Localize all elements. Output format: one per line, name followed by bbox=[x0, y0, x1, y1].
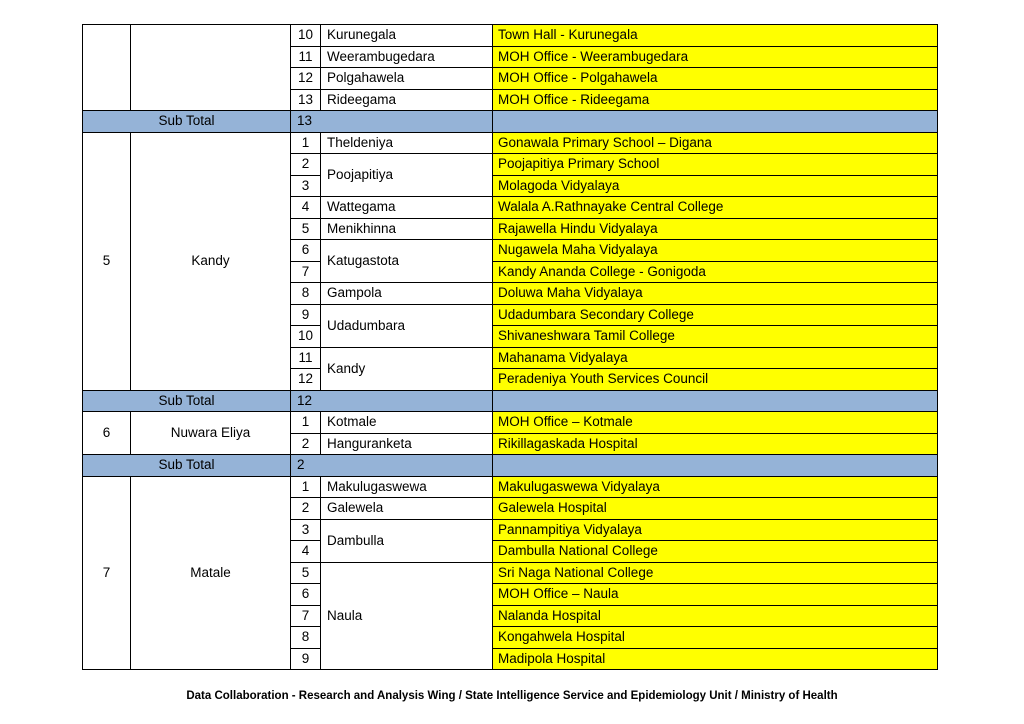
subtotal-empty-cell bbox=[493, 455, 938, 477]
center-index-cell: 12 bbox=[291, 68, 321, 90]
center-index-cell: 7 bbox=[291, 261, 321, 283]
center-index-cell: 10 bbox=[291, 25, 321, 47]
center-index-cell: 1 bbox=[291, 412, 321, 434]
center-location-cell: Rikillagaskada Hospital bbox=[493, 433, 938, 455]
moh-area-cell: Dambulla bbox=[321, 519, 493, 562]
center-index-cell: 4 bbox=[291, 541, 321, 563]
center-index-cell: 5 bbox=[291, 562, 321, 584]
table-row bbox=[83, 412, 938, 434]
center-location-cell: MOH Office - Rideegama bbox=[493, 89, 938, 111]
table-body bbox=[83, 25, 938, 670]
moh-area-cell: Galewela bbox=[321, 498, 493, 520]
center-location-cell: Town Hall - Kurunegala bbox=[493, 25, 938, 47]
moh-area-cell: Theldeniya bbox=[321, 132, 493, 154]
center-index-cell: 9 bbox=[291, 648, 321, 670]
subtotal-row bbox=[83, 390, 938, 412]
subtotal-empty-cell bbox=[493, 111, 938, 133]
district-name-cell: Matale bbox=[131, 476, 291, 670]
center-index-cell: 5 bbox=[291, 218, 321, 240]
center-location-cell: MOH Office – Kotmale bbox=[493, 412, 938, 434]
center-location-cell: Kongahwela Hospital bbox=[493, 627, 938, 649]
subtotal-row bbox=[83, 455, 938, 477]
center-index-cell: 9 bbox=[291, 304, 321, 326]
center-location-cell: Dambulla National College bbox=[493, 541, 938, 563]
district-name-cell bbox=[131, 25, 291, 111]
center-location-cell: Walala A.Rathnayake Central College bbox=[493, 197, 938, 219]
center-index-cell: 3 bbox=[291, 175, 321, 197]
center-location-cell: Udadumbara Secondary College bbox=[493, 304, 938, 326]
center-index-cell: 8 bbox=[291, 627, 321, 649]
moh-area-cell: Kotmale bbox=[321, 412, 493, 434]
subtotal-count: 2 bbox=[291, 455, 493, 477]
subtotal-row bbox=[83, 111, 938, 133]
center-location-cell: Molagoda Vidyalaya bbox=[493, 175, 938, 197]
center-location-cell: Peradeniya Youth Services Council bbox=[493, 369, 938, 391]
center-index-cell: 7 bbox=[291, 605, 321, 627]
moh-area-cell: Hanguranketa bbox=[321, 433, 493, 455]
center-location-cell: MOH Office – Naula bbox=[493, 584, 938, 606]
center-location-cell: MOH Office - Weerambugedara bbox=[493, 46, 938, 68]
vaccination-centers-table bbox=[82, 24, 938, 670]
district-name-cell: Nuwara Eliya bbox=[131, 412, 291, 455]
center-index-cell: 6 bbox=[291, 240, 321, 262]
district-number-cell: 6 bbox=[83, 412, 131, 455]
moh-area-cell: Wattegama bbox=[321, 197, 493, 219]
moh-area-cell: Poojapitiya bbox=[321, 154, 493, 197]
subtotal-label: Sub Total bbox=[83, 455, 291, 477]
center-index-cell: 1 bbox=[291, 132, 321, 154]
center-location-cell: Mahanama Vidyalaya bbox=[493, 347, 938, 369]
moh-area-cell: Udadumbara bbox=[321, 304, 493, 347]
center-index-cell: 4 bbox=[291, 197, 321, 219]
center-index-cell: 2 bbox=[291, 154, 321, 176]
moh-area-cell: Katugastota bbox=[321, 240, 493, 283]
moh-area-cell: Polgahawela bbox=[321, 68, 493, 90]
center-index-cell: 2 bbox=[291, 433, 321, 455]
center-location-cell: Kandy Ananda College - Gonigoda bbox=[493, 261, 938, 283]
center-location-cell: Nalanda Hospital bbox=[493, 605, 938, 627]
center-index-cell: 6 bbox=[291, 584, 321, 606]
subtotal-count: 12 bbox=[291, 390, 493, 412]
center-location-cell: Galewela Hospital bbox=[493, 498, 938, 520]
moh-area-cell: Kandy bbox=[321, 347, 493, 390]
center-location-cell: Pannampitiya Vidyalaya bbox=[493, 519, 938, 541]
page-footer: Data Collaboration - Research and Analysis Wing / State Intelligence Service and Epidemiology Unit / Ministry of Health bbox=[186, 690, 838, 702]
district-number-cell: 7 bbox=[83, 476, 131, 670]
moh-area-cell: Kurunegala bbox=[321, 25, 493, 47]
subtotal-label: Sub Total bbox=[83, 390, 291, 412]
center-location-cell: MOH Office - Polgahawela bbox=[493, 68, 938, 90]
center-index-cell: 10 bbox=[291, 326, 321, 348]
center-location-cell: Rajawella Hindu Vidyalaya bbox=[493, 218, 938, 240]
center-location-cell: Doluwa Maha Vidyalaya bbox=[493, 283, 938, 305]
subtotal-empty-cell bbox=[493, 390, 938, 412]
table-row bbox=[83, 476, 938, 498]
center-index-cell: 8 bbox=[291, 283, 321, 305]
center-index-cell: 1 bbox=[291, 476, 321, 498]
subtotal-label: Sub Total bbox=[83, 111, 291, 133]
moh-area-cell: Weerambugedara bbox=[321, 46, 493, 68]
moh-area-cell: Gampola bbox=[321, 283, 493, 305]
center-location-cell: Sri Naga National College bbox=[493, 562, 938, 584]
subtotal-count: 13 bbox=[291, 111, 493, 133]
center-location-cell: Madipola Hospital bbox=[493, 648, 938, 670]
district-number-cell: 5 bbox=[83, 132, 131, 390]
center-index-cell: 3 bbox=[291, 519, 321, 541]
center-location-cell: Poojapitiya Primary School bbox=[493, 154, 938, 176]
moh-area-cell: Naula bbox=[321, 562, 493, 670]
center-index-cell: 13 bbox=[291, 89, 321, 111]
center-index-cell: 11 bbox=[291, 347, 321, 369]
moh-area-cell: Makulugaswewa bbox=[321, 476, 493, 498]
center-index-cell: 2 bbox=[291, 498, 321, 520]
center-index-cell: 12 bbox=[291, 369, 321, 391]
center-index-cell: 11 bbox=[291, 46, 321, 68]
center-location-cell: Nugawela Maha Vidyalaya bbox=[493, 240, 938, 262]
moh-area-cell: Menikhinna bbox=[321, 218, 493, 240]
center-location-cell: Makulugaswewa Vidyalaya bbox=[493, 476, 938, 498]
district-name-cell: Kandy bbox=[131, 132, 291, 390]
district-number-cell bbox=[83, 25, 131, 111]
table-row bbox=[83, 25, 938, 47]
table-row bbox=[83, 132, 938, 154]
center-location-cell: Shivaneshwara Tamil College bbox=[493, 326, 938, 348]
moh-area-cell: Rideegama bbox=[321, 89, 493, 111]
center-location-cell: Gonawala Primary School – Digana bbox=[493, 132, 938, 154]
